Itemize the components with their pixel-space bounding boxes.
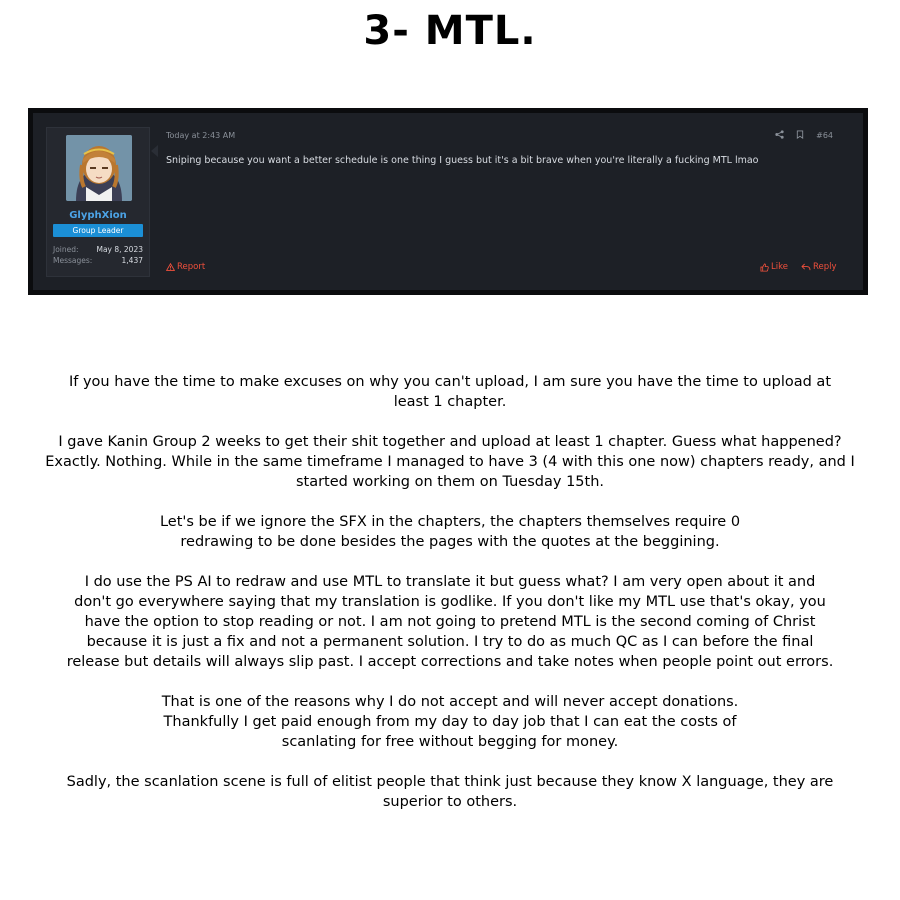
article-text: [30, 372, 870, 832]
text-line: I do use the PS AI to redraw and use MTL to translate it but guess what? I am very open about it and: [84, 574, 816, 590]
joined-value: May 8, 2023: [96, 245, 143, 254]
user-card: [46, 127, 150, 277]
joined-stat: [53, 245, 143, 254]
post-timestamp[interactable]: Today at 2:43 AM: [166, 131, 236, 140]
post-body: Sniping because you want a better schedule is one thing I guess but it's a bit brave when you're literally a fucking MTL lmao: [166, 155, 759, 166]
report-button[interactable]: [166, 262, 205, 272]
text-line: Exactly. Nothing. While in the same timeframe I managed to have 3 (4 with this one now) chapters ready, and I: [45, 454, 855, 470]
messages-value: 1,437: [121, 256, 143, 265]
text-line: Let's be if we ignore the SFX in the chapters, the chapters themselves require 0: [159, 514, 741, 530]
paragraph: [30, 372, 870, 412]
report-label: Report: [177, 262, 206, 272]
text-line: I gave Kanin Group 2 weeks to get their shit together and upload at least 1 chapter. Guess what happened?: [58, 434, 842, 450]
messages-label: Messages:: [53, 256, 93, 265]
paragraph: [30, 572, 870, 672]
text-line: have the option to stop reading or not. I am not going to pretend MTL is the second coming of Christ: [84, 614, 816, 630]
reply-arrow-icon: [801, 263, 811, 271]
post-number[interactable]: #64: [816, 131, 833, 140]
warning-triangle-icon: [166, 263, 175, 271]
text-line: release but details will always slip past. I accept corrections and take notes when people point out errors.: [66, 654, 834, 670]
username[interactable]: GlyphXion: [69, 210, 127, 221]
reply-label: Reply: [813, 262, 837, 272]
text-line: redrawing to be done besides the pages with the quotes at the beggining.: [180, 534, 720, 550]
text-line: superior to others.: [382, 794, 518, 810]
text-line: That is one of the reasons why I do not accept and will never accept donations.: [161, 694, 739, 710]
user-role-badge: Group Leader: [53, 224, 143, 237]
page-title: 3- MTL.: [363, 8, 537, 54]
text-line: started working on them on Tuesday 15th.: [295, 474, 605, 490]
paragraph: [30, 692, 870, 752]
paragraph: [30, 512, 870, 552]
paragraph: [30, 772, 870, 812]
paragraph: [30, 432, 870, 492]
text-line: Sadly, the scanlation scene is full of elitist people that think just because they know X language, they are: [66, 774, 834, 790]
text-line: don't go everywhere saying that my translation is godlike. If you don't like my MTL use that's okay, you: [74, 594, 826, 610]
text-line: because it is just a fix and not a permanent solution. I try to do as much QC as I can before the final: [86, 634, 814, 650]
like-button[interactable]: [760, 262, 788, 272]
reply-button[interactable]: [801, 262, 837, 272]
text-line: least 1 chapter.: [393, 394, 507, 410]
avatar-image: [66, 135, 132, 201]
like-label: Like: [771, 262, 788, 272]
joined-label: Joined:: [53, 245, 79, 254]
forum-post: [33, 113, 863, 290]
text-line: scanlating for free without begging for money.: [281, 734, 619, 750]
post-tools: [775, 130, 833, 141]
text-line: Thankfully I get paid enough from my day to day job that I can eat the costs of: [163, 714, 737, 730]
forum-post-screenshot: [28, 108, 868, 295]
bookmark-icon[interactable]: [796, 130, 804, 141]
text-line: If you have the time to make excuses on why you can't upload, I am sure you have the time to upload at: [68, 374, 832, 390]
share-icon[interactable]: [775, 130, 784, 141]
avatar[interactable]: [66, 135, 132, 201]
thumbs-up-icon: [760, 263, 769, 272]
messages-stat: [53, 256, 143, 265]
speech-arrow: [151, 145, 158, 157]
